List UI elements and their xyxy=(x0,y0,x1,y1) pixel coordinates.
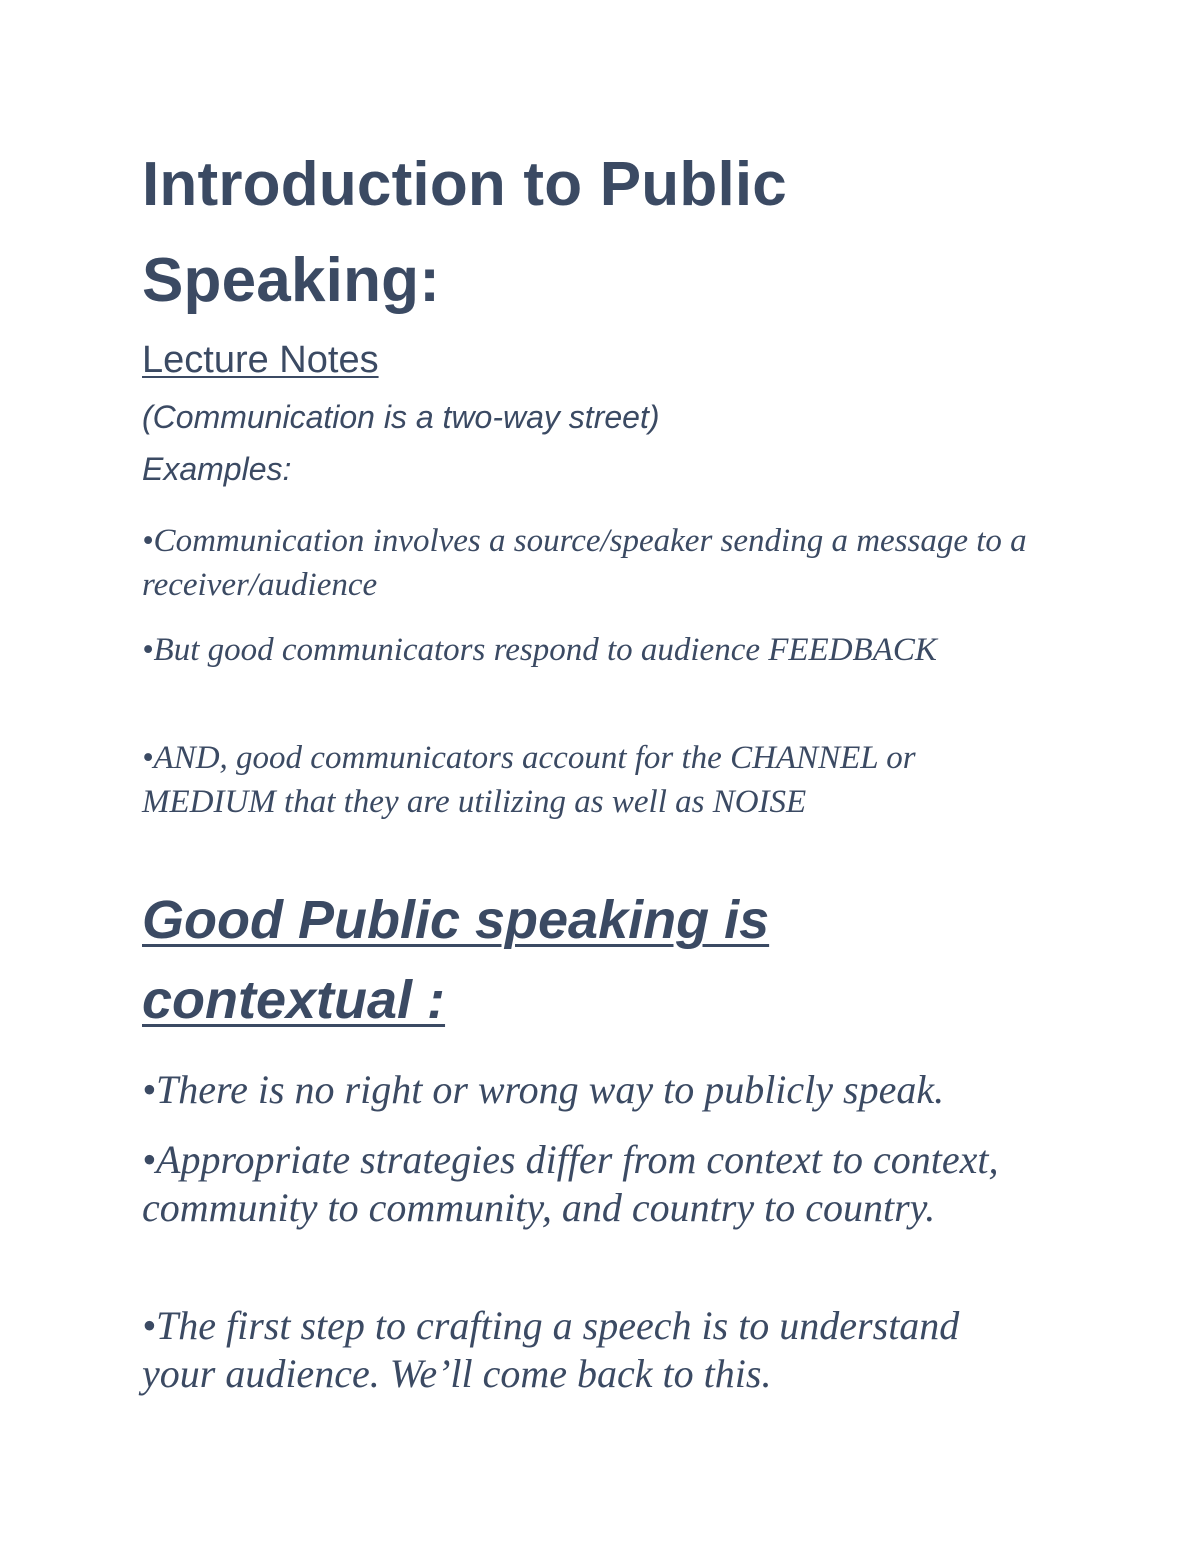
section-heading: Good Public speaking is contextual : xyxy=(142,890,770,1030)
bullet-point: •There is no right or wrong way to publicly speak. xyxy=(142,1067,945,1112)
subtitle: Lecture Notes xyxy=(142,339,379,381)
title-line-2: Speaking: xyxy=(142,246,441,315)
bullet-point: •The first step to crafting a speech is to understand your audience. We’ll come back to this. xyxy=(142,1303,960,1396)
note-line-2: Examples: xyxy=(142,451,292,487)
bullet-point: •But good communicators respond to audience FEEDBACK xyxy=(142,632,937,668)
bullet-point: •Appropriate strategies differ from context to context, community to community, and country to country. xyxy=(142,1137,999,1230)
title-line-1: Introduction to Public xyxy=(142,150,787,219)
bullet-point: •AND, good communicators account for the CHANNEL or MEDIUM that they are utilizing as well as NOISE xyxy=(142,740,916,820)
note-line-1: (Communication is a two-way street) xyxy=(142,399,660,435)
bullet-point: •Communication involves a source/speaker sending a message to a receiver/audience xyxy=(142,523,1027,603)
